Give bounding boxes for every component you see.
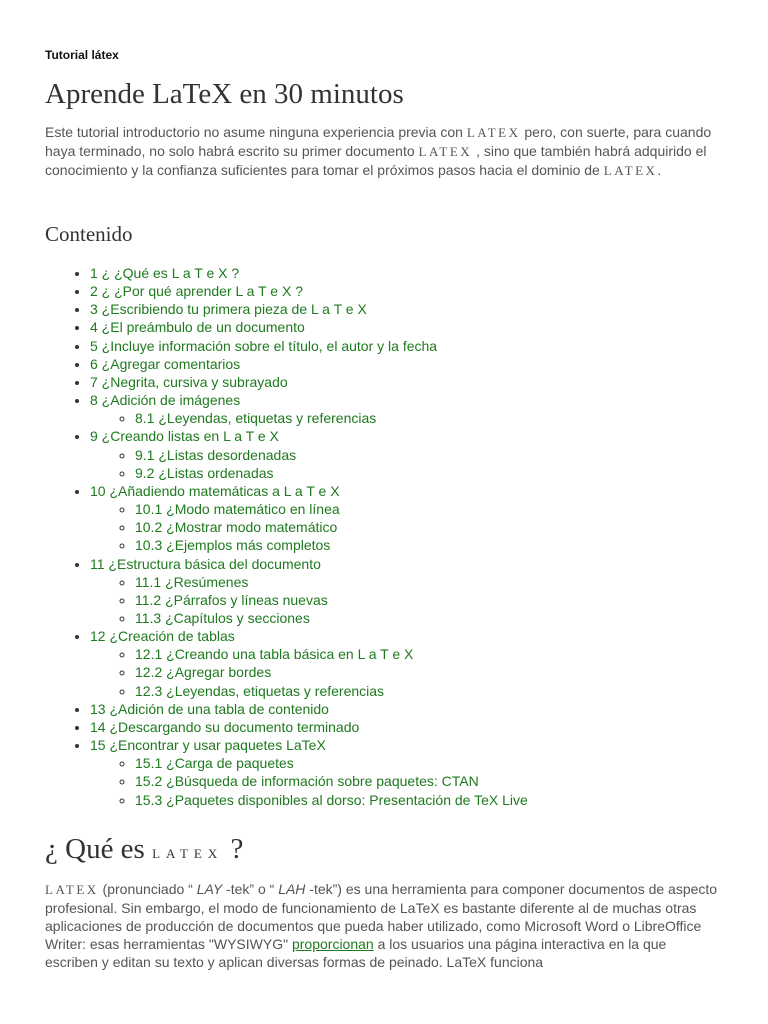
toc-subitem: [135, 500, 528, 518]
latex-logo: LATEX: [45, 882, 99, 897]
section-text-2: -tek” o “: [222, 881, 279, 897]
intro-paragraph: [45, 123, 720, 180]
toc-link[interactable]: 4 ¿El preámbulo de un documento: [90, 319, 305, 336]
section-heading-suffix: ?: [223, 833, 244, 865]
pronunciation-lay: LAY: [196, 881, 223, 897]
toc-subitem: [135, 754, 528, 772]
toc-subitem: [135, 464, 528, 482]
proporcionan-link[interactable]: proporcionan: [291, 936, 374, 952]
intro-text-4: .: [657, 162, 662, 178]
intro-text-3: , sino que también habrá adquirido el conocimiento y la confianza suficientes para tomar el próximos pasos hacia el dominio de: [45, 143, 707, 178]
toc-link[interactable]: 14 ¿Descargando su documento terminado: [90, 718, 360, 735]
toc-item: [90, 555, 528, 628]
toc-link[interactable]: 8 ¿Adición de imágenes: [90, 392, 241, 409]
toc-link[interactable]: 7 ¿Negrita, cursiva y subrayado: [90, 373, 288, 390]
toc-subitem: [135, 536, 528, 554]
toc-sublink[interactable]: 11.2 ¿Párrafos y líneas nuevas: [135, 591, 328, 608]
section-text-4: a los usuarios una página interactiva en la que escriben y editan su texto y aplican diversas formas de peinado. LaTeX funciona: [45, 936, 667, 970]
toc-sublink[interactable]: 9.2 ¿Listas ordenadas: [135, 464, 274, 481]
toc-subitem: [135, 591, 528, 609]
toc-subitem: [135, 791, 528, 809]
toc-link[interactable]: 2 ¿ ¿Por qué aprender L a T e X ?: [90, 283, 303, 300]
toc-item: [90, 700, 528, 718]
toc-sublist: [90, 573, 528, 627]
section-paragraph: [45, 880, 720, 971]
toc-sublist: [90, 409, 528, 427]
toc-item: [90, 300, 528, 318]
toc-link[interactable]: 9 ¿Creando listas en L a T e X: [90, 428, 279, 445]
toc-item: [90, 264, 528, 282]
toc-subitem: [135, 409, 528, 427]
toc-link[interactable]: 10 ¿Añadiendo matemáticas a L a T e X: [90, 482, 340, 499]
toc-link[interactable]: 3 ¿Escribiendo tu primera pieza de L a T e X: [90, 301, 367, 318]
toc-subitem: [135, 609, 528, 627]
toc-sublink[interactable]: 10.3 ¿Ejemplos más completos: [135, 537, 331, 554]
toc-item: [90, 627, 528, 700]
toc-sublink[interactable]: 11.1 ¿Resúmenes: [135, 573, 249, 590]
toc-sublink[interactable]: 15.1 ¿Carga de paquetes: [135, 755, 294, 772]
toc-sublink[interactable]: 10.1 ¿Modo matemático en línea: [135, 501, 340, 518]
latex-logo: LATEX: [152, 846, 224, 861]
section-text-1: (pronunciado “: [98, 881, 197, 897]
toc-item: [90, 337, 528, 355]
toc-subitem: [135, 645, 528, 663]
toc-subitem: [135, 663, 528, 681]
toc-link[interactable]: 6 ¿Agregar comentarios: [90, 355, 241, 372]
toc-sublink[interactable]: 10.2 ¿Mostrar modo matemático: [135, 519, 338, 536]
toc-subitem: [135, 518, 528, 536]
pronunciation-lah: LAH: [278, 881, 306, 897]
toc-sublink[interactable]: 12.2 ¿Agregar bordes: [135, 664, 272, 681]
contents-heading: Contenido: [45, 222, 133, 246]
toc-sublist: [90, 754, 528, 808]
page-title: Aprende LaTeX en 30 minutos: [45, 78, 404, 110]
toc-sublink[interactable]: 11.3 ¿Capítulos y secciones: [135, 609, 310, 626]
toc-link[interactable]: 11 ¿Estructura básica del documento: [90, 555, 321, 572]
toc-sublink[interactable]: 12.1 ¿Creando una tabla básica en L a T e X: [135, 646, 414, 663]
toc-item: [90, 718, 528, 736]
table-of-contents: [45, 264, 528, 809]
toc-sublink[interactable]: 9.1 ¿Listas desordenadas: [135, 446, 297, 463]
intro-text-1: Este tutorial introductorio no asume ninguna experiencia previa con: [45, 124, 467, 140]
toc-item: [90, 373, 528, 391]
toc-link[interactable]: 13 ¿Adición de una tabla de contenido: [90, 700, 329, 717]
toc-item: [90, 736, 528, 809]
latex-logo: LATEX: [603, 163, 658, 178]
toc-sublist: [90, 500, 528, 554]
toc-subitem: [135, 446, 528, 464]
toc-sublist: [90, 645, 528, 699]
toc-sublink[interactable]: 15.3 ¿Paquetes disponibles al dorso: Presentación de TeX Live: [135, 791, 528, 808]
toc-link[interactable]: 5 ¿Incluye información sobre el título, el autor y la fecha: [90, 337, 438, 354]
toc-item: [90, 482, 528, 555]
toc-subitem: [135, 772, 528, 790]
toc-sublink[interactable]: 15.2 ¿Búsqueda de información sobre paquetes: CTAN: [135, 773, 479, 790]
intro-text-2: pero, con suerte, para cuando haya terminado, no solo habrá escrito su primer documento: [45, 124, 712, 159]
toc-item: [90, 282, 528, 300]
toc-sublink[interactable]: 8.1 ¿Leyendas, etiquetas y referencias: [135, 410, 377, 427]
toc-link[interactable]: 1 ¿ ¿Qué es L a T e X ?: [90, 265, 240, 281]
toc-item: [90, 355, 528, 373]
section-text-3: -tek”) es una herramienta para componer documentos de aspecto profesional. Sin embargo, el modo de funcionamiento de LaTeX es bastante diferente al de muchas otras aplicaciones de producción de documentos que pueda haber utilizado, como Microsoft Word o LibreOffice Writer: esas herramientas "WYSIWYG": [45, 881, 718, 952]
toc-sublink[interactable]: 12.3 ¿Leyendas, etiquetas y referencias: [135, 682, 385, 699]
toc-link[interactable]: 15 ¿Encontrar y usar paquetes LaTeX: [90, 737, 326, 754]
document-kicker: Tutorial látex: [45, 48, 119, 62]
toc-item: [90, 391, 528, 427]
latex-logo: LATEX: [466, 125, 521, 140]
section-heading: [45, 833, 243, 866]
toc-item: [90, 318, 528, 336]
toc-subitem: [135, 682, 528, 700]
section-heading-prefix: ¿ Qué es: [45, 833, 153, 865]
toc-item: [90, 427, 528, 481]
toc-subitem: [135, 573, 528, 591]
toc-sublist: [90, 446, 528, 482]
toc-link[interactable]: 12 ¿Creación de tablas: [90, 628, 235, 645]
latex-logo: LATEX: [418, 144, 473, 159]
